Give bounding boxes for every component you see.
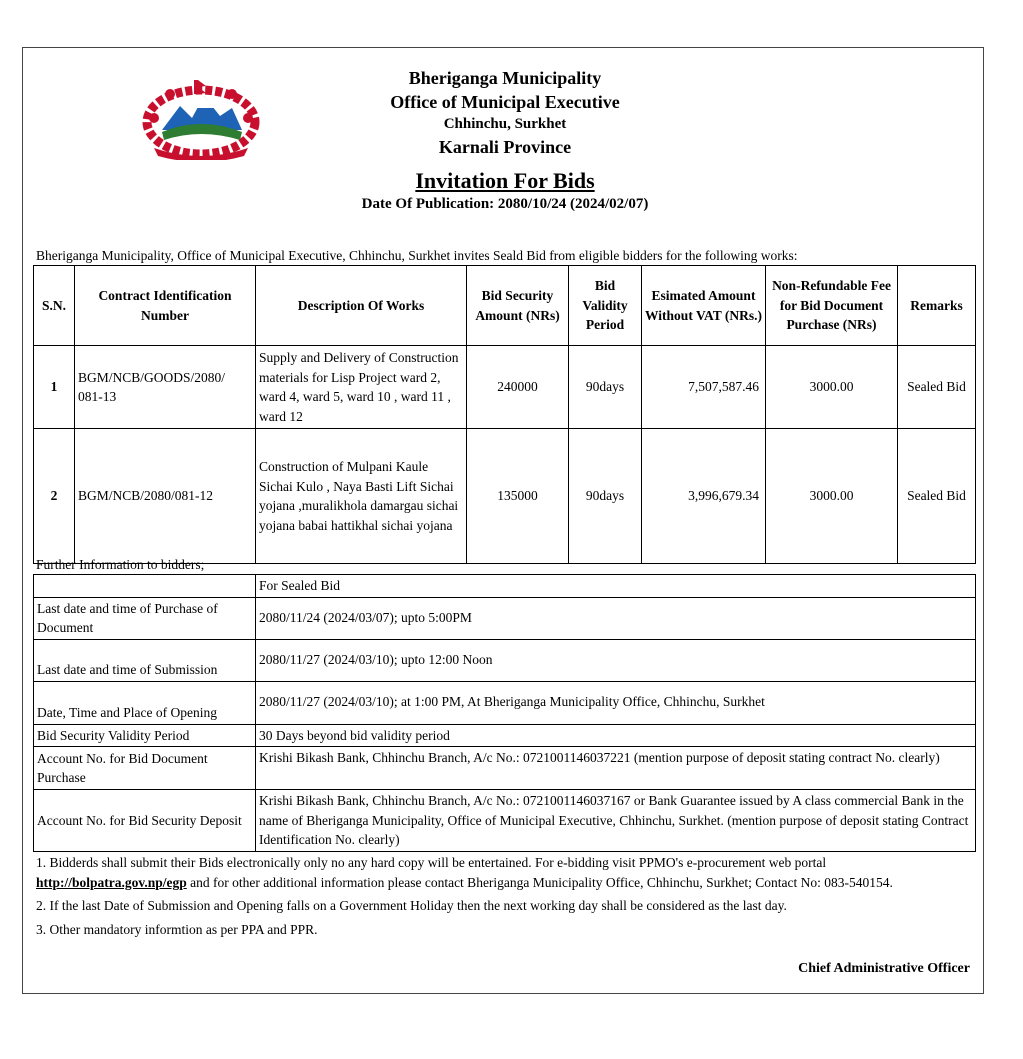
nepal-emblem-icon [140,78,262,160]
cell-description: Construction of Mulpani Kaule Sichai Kulo , Naya Basti Lift Sichai yojana ,muralikhola damargau sichai yojana babai hattikhal sichai yojana [256,429,467,564]
info-value: 2080/11/27 (2024/03/10); at 1:00 PM, At Bheriganga Municipality Office, Chhinchu, Surkhet [256,681,976,724]
info-value: 30 Days beyond bid validity period [256,724,976,747]
cell-bid-validity: 90days [569,429,642,564]
info-row [34,724,976,747]
info-label: Date, Time and Place of Opening [34,681,256,724]
header-contract-id: Contract Identification Number [75,266,256,346]
info-value: 2080/11/24 (2024/03/07); upto 5:00PM [256,597,976,639]
info-value: Krishi Bikash Bank, Chhinchu Branch, A/c No.: 0721001146037167 or Bank Guarantee issued by A class commercial Bank in the name of Bheriganga Municipality, Office of Municipal Executive, Chhinchu, Surkhet. (mention purpose of deposit stating Contract Identification No. clearly) [256,790,976,852]
info-row [34,681,976,724]
info-value: 2080/11/27 (2024/03/10); upto 12:00 Noon [256,639,976,681]
cell-estimated-amount: 3,996,679.34 [642,429,766,564]
publication-date: Date Of Publication: 2080/10/24 (2024/02/07) [361,196,649,212]
info-row [34,747,976,790]
cell-estimated-amount: 7,507,587.46 [642,346,766,429]
note-3: 3. Other mandatory informtion as per PPA and PPR. [36,921,318,937]
info-row [34,639,976,681]
further-info-table [33,574,976,852]
province-name: Karnali Province [438,137,572,157]
cell-sn: 1 [34,346,75,429]
office-location: Chhinchu, Surkhet [443,116,567,132]
info-row [34,597,976,639]
info-label: Last date and time of Purchase of Document [34,597,256,639]
document-title: Invitation For Bids [415,168,595,193]
note-2: 2. If the last Date of Submission and Opening falls on a Government Holiday then the next working day shall be considered as the last day. [36,898,787,913]
header-fee: Non-Refundable Fee for Bid Document Purchase (NRs) [766,266,898,346]
intro-text: Bheriganga Municipality, Office of Municipal Executive, Chhinchu, Surkhet invites Seald Bid from eligible bidders for the following works: [36,248,798,263]
cell-remarks: Sealed Bid [898,429,976,564]
header-bid-validity: Bid Validity Period [569,266,642,346]
header-bid-security: Bid Security Amount (NRs) [467,266,569,346]
header-sn: S.N. [34,266,75,346]
municipality-name: Bheriganga Municipality [408,68,602,88]
cell-contract-id: BGM/NCB/2080/081-12 [75,429,256,564]
table-row [34,429,976,564]
info-label: Account No. for Bid Security Deposit [34,790,256,852]
note-1-text-a: 1. Bidderds shall submit their Bids electronically only no any hard copy will be entertained. For e-bidding visit PPMO's e-procurement web portal [36,855,827,870]
info-value: Krishi Bikash Bank, Chhinchu Branch, A/c No.: 0721001146037221 (mention purpose of deposit stating contract No. clearly) [256,747,976,790]
info-label: Bid Security Validity Period [34,724,256,747]
bolpatra-link[interactable]: http://bolpatra.gov.np/egp [36,874,187,890]
bids-table [33,265,976,564]
info-row [34,790,976,852]
cell-bid-security: 240000 [467,346,569,429]
info-header-empty [34,575,256,598]
cell-description: Supply and Delivery of Construction materials for Lisp Project ward 2, ward 4, ward 5, ward 10 , ward 11 , ward 12 [256,346,467,429]
cell-fee: 3000.00 [766,429,898,564]
note-1-text-b: and for other additional information please contact Bheriganga Municipality Office, Chhinchu, Surkhet; Contact No: 083-540154. [186,874,893,890]
info-header: For Sealed Bid [256,575,976,598]
further-info-label: Further Information to bidders; [36,557,205,572]
cell-bid-security: 135000 [467,429,569,564]
header-description: Description Of Works [256,266,467,346]
info-header-row [34,575,976,598]
signature-label: Chief Administrative Officer [798,961,970,976]
cell-bid-validity: 90days [569,346,642,429]
header-estimated-amount: Esimated Amount Without VAT (NRs.) [642,266,766,346]
cell-contract-id: BGM/NCB/GOODS/2080/ 081-13 [75,346,256,429]
note-1 [36,853,976,892]
table-header-row [34,266,976,346]
table-row [34,346,976,429]
cell-fee: 3000.00 [766,346,898,429]
info-label: Last date and time of Submission [34,639,256,681]
cell-sn: 2 [34,429,75,564]
office-name: Office of Municipal Executive [390,92,620,112]
cell-remarks: Sealed Bid [898,346,976,429]
info-label: Account No. for Bid Document Purchase [34,747,256,790]
header-remarks: Remarks [898,266,976,346]
notes-section [36,853,976,943]
